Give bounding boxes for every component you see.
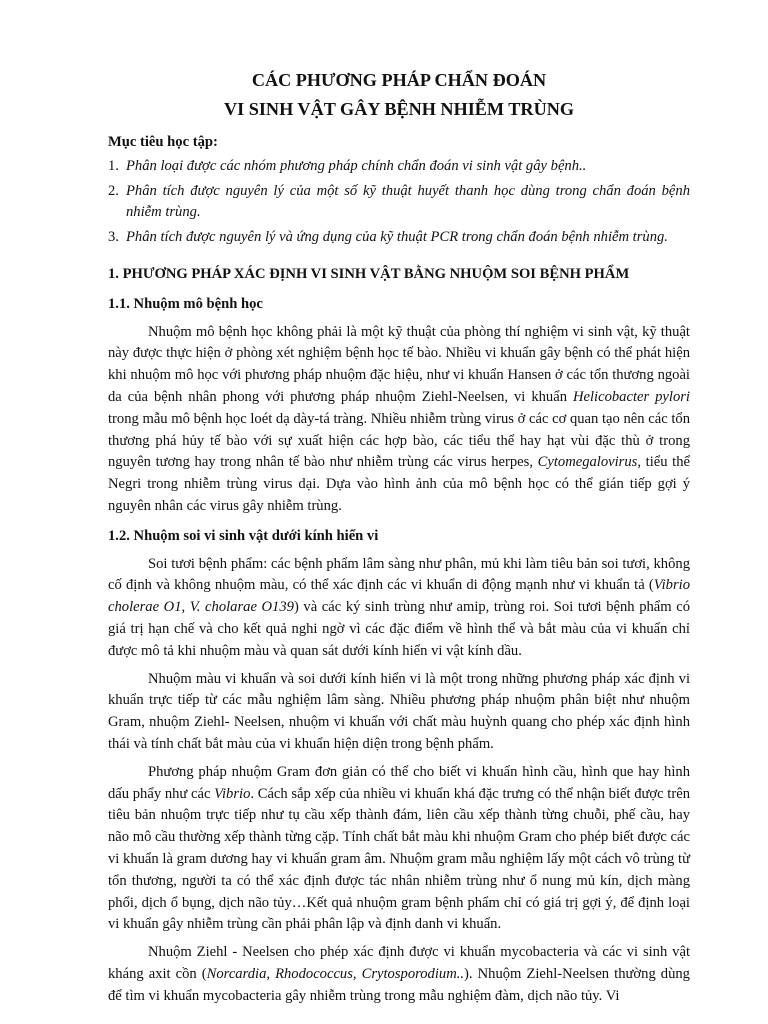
objective-text: Phân tích được nguyên lý và ứng dụng của kỹ thuật PCR trong chẩn đoán bệnh nhiễm trùng. [126, 229, 668, 246]
objectives-heading: Mục tiêu học tập: [108, 134, 218, 150]
objective-number: 1. [108, 157, 119, 174]
document-title [108, 66, 690, 124]
title-line-1: CÁC PHƯƠNG PHÁP CHẨN ĐOÁN [251, 70, 547, 90]
italic-run: Vibrio cholerae O1, V. cholarae O139 [108, 577, 690, 616]
objective-item [108, 227, 690, 249]
text-run: Nhuộm mô bệnh học không phải là một kỹ thuật của phòng thí nghiệm vi sinh vật, kỹ thuật này được thực hiện ở phòng xét nghiệm bệnh học tế bào. Nhiều vi khuẩn gây bệnh có thể phát hiện khi nhuộm mô học với phương pháp nhuộm đặc hiệu, như vi khuẩn Hansen ở các tổn thương ngoài da của bệnh nhân phong với phương pháp nhuộm Ziehl-Neelsen, vi khuẩn [108, 323, 690, 405]
objective-text: Phân loại được các nhóm phương pháp chính chẩn đoán vi sinh vật gây bệnh.. [126, 157, 587, 174]
text-run: trong mẫu mô bệnh học loét dạ dày-tá tràng. Nhiều nhiễm trùng virus ở các cơ quan tạo nên các tổn thương phá hủy tế bào với sự xuất hiện các hợp bào, các tiểu thể hay hạt vùi đặc thù ở trong nguyên tương hay trong nhân tế bào như nhiễm trùng các virus herpes, [108, 410, 690, 471]
objective-number: 2. [108, 182, 119, 199]
paragraph-ziehl-neelsen [108, 942, 690, 1007]
italic-run: Helicobacter pylori [572, 388, 690, 405]
text-run: , tiểu thể Negri trong nhiễm trùng virus dại. Dựa vào hình ảnh của mô bệnh học có thể gián tiếp gợi ý nguyên nhân các virus gây nhiễm trùng. [108, 454, 690, 514]
paragraph-wet-mount [108, 554, 690, 663]
text-run: . Cách sắp xếp của nhiều vi khuẩn khá đặc trưng có thể nhận biết được trên tiêu bản nhuộm trực tiếp như tụ cầu xếp thành đám, liên cầu xếp thành từng chuỗi, phế cầu, hay não mô cầu thường xếp thành từng cặp. Tính chất bắt màu khi nhuộm Gram cho phép biết được các vi khuẩn là gram dương hay vi khuẩn gram âm. Nhuộm gram mẫu nghiệm lấy một cách vô trùng từ tổn thương, người ta có thể xác định được tác nhân nhiễm trùng như ổ nung mủ kín, dịch màng phổi, dịch ổ bụng, dịch não tủy…Kết quả nhuộm gram bệnh phẩm chỉ có giá trị gợi ý, để định loại vi khuẩn gây nhiễm trùng cần phải phân lập và định danh vi khuẩn. [108, 785, 690, 933]
text-run: Phương pháp nhuộm Gram đơn giản có thể cho biết vi khuẩn hình cầu, hình que hay hình dấu phẩy như các [108, 763, 690, 802]
italic-run: Vibrio [214, 785, 251, 802]
objective-text: Phân tích được nguyên lý của một số kỹ thuật huyết thanh học dùng trong chẩn đoán bệnh nhiễm trùng. [126, 182, 690, 221]
text-run: ) và các ký sinh trùng như amip, trùng roi. Soi tươi bệnh phẩm có giá trị hạn chế và cho kết quả nghi ngờ vì các đặc điểm về hình thể và bắt màu của vi khuẩn chỉ được mô tả khi nhuộm màu và quan sát dưới kính hiển vi vật kính dầu. [108, 599, 690, 659]
italic-run: Cytomegalovirus [537, 454, 638, 471]
objective-item [108, 156, 690, 178]
section-1-2-heading: 1.2. Nhuộm soi vi sinh vật dưới kính hiển vi [108, 527, 379, 544]
text-run: Nhuộm Ziehl - Neelsen cho phép xác định được vi khuẩn mycobacteria và các vi sinh vật kháng axit cồn ( [108, 944, 690, 982]
section-1-heading: 1. PHƯƠNG PHÁP XÁC ĐỊNH VI SINH VẬT BẰNG NHUỘM SOI BỆNH PHẨM [108, 265, 630, 282]
objectives-list [108, 156, 690, 249]
section-1-1-heading: 1.1. Nhuộm mô bệnh học [108, 295, 263, 312]
paragraph-staining: Nhuộm màu vi khuẩn và soi dưới kính hiển vi là một trong những phương pháp xác định vi khuẩn trực tiếp từ các mẫu nghiệm lâm sàng. Nhiều phương pháp nhuộm phân biệt như nhuộm Gram, nhuộm Ziehl- Neelsen, nhuộm vi khuẩn với chất màu huỳnh quang cho phép xác định hình thái và tính chất bắt màu của vi khuẩn hiện diện trong bệnh phẩm. [108, 670, 690, 752]
italic-run: Norcardia, Rhodococcus, Crytosporodium.. [206, 965, 465, 982]
paragraph-histopathology [108, 322, 690, 518]
text-run: Soi tươi bệnh phẩm: các bệnh phẩm lâm sàng như phân, mủ khi làm tiêu bản soi tươi, không cố định và không nhuộm màu, có thể xác định các vi khuẩn di động mạnh như vi khuẩn tả ( [108, 555, 690, 594]
objective-item [108, 181, 690, 225]
title-line-2: VI SINH VẬT GÂY BỆNH NHIỄM TRÙNG [223, 99, 574, 119]
objective-number: 3. [108, 229, 119, 246]
text-run: ). Nhuộm Ziehl-Neelsen thường dùng để tìm vi khuẩn mycobacteria gây nhiễm trùng trong mẫu nghiệm đàm, dịch não tủy. Vi [108, 965, 690, 1004]
paragraph-gram-stain [108, 762, 690, 936]
